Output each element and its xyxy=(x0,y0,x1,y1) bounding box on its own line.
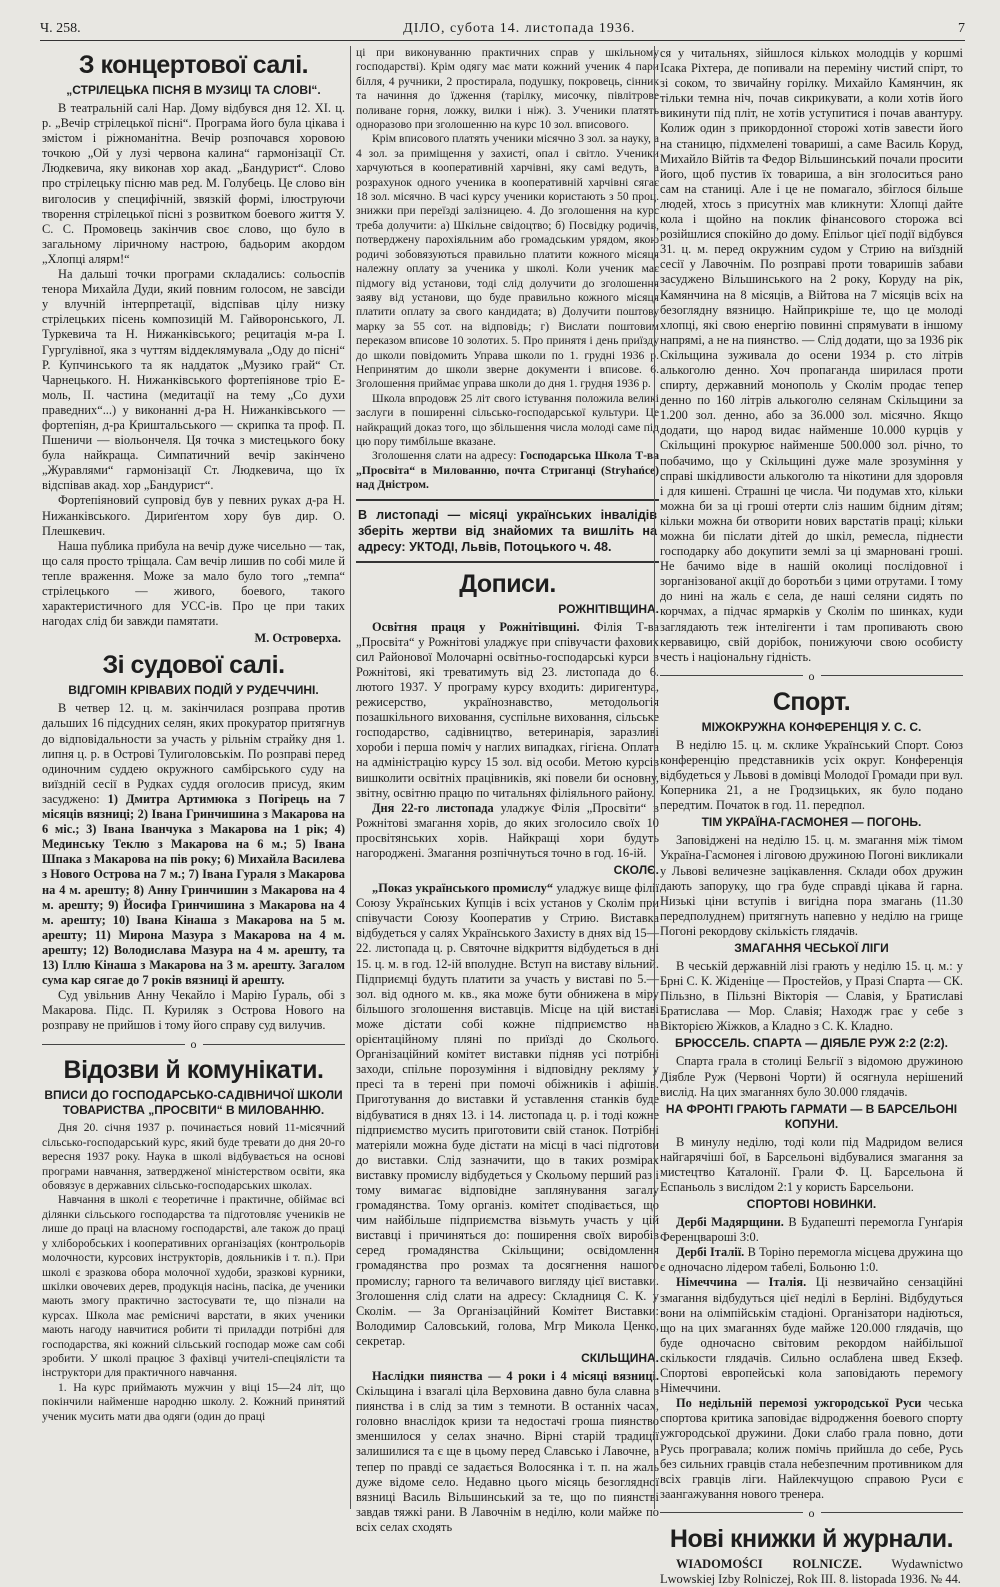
paragraph xyxy=(660,1557,963,1587)
paragraph xyxy=(660,1275,963,1396)
separator-mark: о xyxy=(808,668,815,683)
paragraph-text: Заповіджені на неділю 15. ц. м. змагання між тімом Україна-Гасмонея і ліговою дружиною Погоні викликали у Львові величезне зацікавлення. Склади обох дружин дають запоруку, що гра буде справді цікава й гарна. Низькі ціни вступів і вигідна пора змагань (11.30 передполуднем) притягнуть напевно у неділю на грище Погоні рекордову скількість глядачів. xyxy=(660,833,963,938)
paragraph-bold: Господарська Школа Т-ва „Просвіта“ в Милованню, почта Стриганці (Stryhańce) над Дністром. xyxy=(356,449,659,492)
separator xyxy=(42,1037,345,1051)
section-location: РОЖНІТІВЩИНА. xyxy=(558,601,659,616)
notice-box: В листопаді — місяці українських інвалідів зберіть жертви від знайомих та вишліть на адресу: УКТОДІ, Львів, Потоцького ч. 48. xyxy=(356,499,659,563)
paragraph-bold: 1) Дмитра Артимюка з Погірець на 7 місяців вязниці; 2) Івана Гринчишина з Макарова на 6 міс.; 3) Івана Іванчука з Макарова на 1 рік; 4) Мединську Теклю з Макарова на 6 м.; 5) Івана Шпака з Макарова на пів року; 6) Михайла Василева з Нового Острова на 7 м.; 7) Івана Гураля з Макарова на 4 м. арешту; 8) Анну Гринчишин з Макарова на 4 м. арешту; 9) Йосифа Гринчишина з Макарова на 4 м. арешту; 10) Івана Кінаша з Макарова на 5 м. арешту; 11) Мирона Мазура з Макарова на 4 м. арешту; 12) Володислава Мазура на 4 м. арешту, та 13) Іллю Кінаша з Макарова на 3 м. арешту. Загалом сума кар сягае до 7 років вязниці й арешту. xyxy=(42,791,345,988)
subheadline: „СТРІЛЕЦЬКА ПІСНЯ В МУЗИЦІ ТА СЛОВІ“. xyxy=(66,83,321,97)
paragraph xyxy=(42,101,345,267)
column-3 xyxy=(660,46,963,1586)
column-2 xyxy=(356,46,660,1534)
paragraph-text: Зголошення слати на адресу: xyxy=(372,449,517,463)
paragraph xyxy=(356,132,659,391)
paragraph-text: уладжує вище філії Союзу Українських Купців і всіх установ у Сколім при співучасти Союзу Кооператив у Стрию. Виставка відбудеться у салях Українського Захисту в днях від 15—22. листопада ц. р. Святочне відкриття відбудеться в дні 15. ц. м. в год. 12-ій вполудне. Вступ на виставу вільний. Підприємці будуть платити за участь у виставі по 5.— зол. від одного м. кв., яка може бути обнижена в міру більшого зголошення виставців. Місце на цій виставі може дістати собі кожне підприємство на орієнтаційному пляні по приїзді до Сколього. Організаційний комітет виставки підняв усі потрібні заходи, спільне порозуміння і відповідну рекляму у пресі та в терені при помочі обіжників і афішів. Приготування до виставки й уставлення станків буде відбуватися в днях 13. і 14. листопада ц. р. і тоді кожне підприємство мусить приготовити свій станок. Потрібні матеріяли можна буде дістати на місці в часі підготови до виставки. Слід зазначити, що в таких розмірах виставку промислу відбудеться у Скольому перший раз і тому вимагає відповідне заплянування загалу громадянства. Тому організ. комітет сподівається, що чим найбільше підприємства візьмуть участь у цій виставці і причиняться до: поширення своїх виробів серед громадянства Скільщини; освідомлення громадянства про розмах та досягнення нашого промислу; гарного та величавого вигляду цієї виставки. Зголошення слід слати на адресу: Складниця С. К. у Сколім. — За Організаційний Комітет Виставки: Володимир Саловський, голова, Мгр Микола Ценко, секретар. xyxy=(356,881,660,1348)
paragraph-text: В четвер 12. ц. м. закінчилася розправа против дальших 16 підсудних селян, яких прокуратор притягнув до відповідальности за участь у рільнім страйку дня 1. липня ц. р. в Острові Тулиголовськім. По розправі перед одиночним суддею окружного самбірського суду на виїздній сесії в Рудках суддя оголосив присуд, яким засуджено: xyxy=(42,701,345,806)
paragraph-text: Фортепіяновий супровід був у певних руках д-ра Н. Нижанківського. Дириґентом хору був дир. О. Плешкевич. xyxy=(42,493,345,538)
paragraph-text: Наша публика прибула на вечір дуже чисельно — так, що саля просто тріщала. Сам вечір лишив по собі миле й тепле враження. Може за мало було того „темпа“ стрілецького — живого, боевого, такого характеристичного для УСС-ів. Про це при таких нагодах слід би завжди памятати. xyxy=(42,538,345,629)
paragraph xyxy=(42,1193,345,1380)
issue-number: Ч. 258. xyxy=(40,21,81,36)
paragraph xyxy=(356,1369,659,1535)
paragraph xyxy=(42,1381,345,1424)
paragraph xyxy=(356,449,659,492)
paragraph xyxy=(356,46,659,132)
paragraph-text: В неділю 15. ц. м. склике Український Спорт. Союз конференцію представників усіх округ. Конференція відбудеться у Львові в домівці Молодої Громади при вул. Коперника 21, а не Гродзицьких, як було подано передтим. Початок в год. 11. передпол. xyxy=(660,737,963,813)
separator xyxy=(660,669,963,683)
paragraph-text: Wydawnictwo Lwowskiej Izby Rolniczej, Rok III. 8. listopada 1936. № 44. xyxy=(660,1556,963,1586)
paragraph-lead: WIADOMOŚCI ROLNICZE. xyxy=(676,1556,862,1571)
headline: Зі судової салі. xyxy=(102,651,285,680)
paragraph xyxy=(660,1396,963,1502)
column-1 xyxy=(42,46,345,1509)
paragraph xyxy=(660,1245,963,1275)
headline: Спорт. xyxy=(772,687,851,716)
paragraph-lead: По недільній перемозі ужгородської Руси xyxy=(676,1396,922,1411)
paragraph-text: В театральній салі Нар. Дому відбувся дня 12. XI. ц. р. „Вечір стрілецької пісні“. Програма його була цікава і змістом і ріжноманітна. Вечір розпочався хоровою точкою „Ой у лузі червона калина“ гармонізації Ст. Людкевича, яку виконав хор акад. „Бандурист“. Слово про стрілецьку пісню мав ред. М. Голубець. Це слово він виголосив у специфічній, звязкій формі, ілюструючи творення стрілецької пісні з розвитком боевого життя У. С. С. Промовець закінчив своє слово, що було в загальному ліричному настрою, бадьорим акордом „Хлопці алярм!“ xyxy=(42,101,345,266)
separator-mark: о xyxy=(808,1505,815,1520)
paragraph-text: На дальші точки програми складались: сольоспів тенора Михайла Дуди, який повним голосом, не завсіди у влучній інтерпретації, відспівав цілу низку стрілецьких пісень композицій М. Гайворонського, Л. Туркевича та Н. Нижанківського; рецитація м-ра І. Гургулівної, яка з чуттям віддеклямувала „Оду до пісні“ Р. Купчинського та як наддаток „Музико грай“ Ст. Чарнецького. Н. Нижанківського фортепіянове тріо Е-моль, II. частина (медитації на тему „Со духи праведних“...) у виконанні д-ра Н. Нижанківського — фортепіян, д-ра Криштальського — скрипка та проф. П. Пшеничи — віольончеля. Ця точка з мистецького боку була найкраща. Симпатичний вечір закінчено „Журавлями“ гармонізації Ст. Людкевича, що їх відспівав акад. хор „Бандурист“. xyxy=(42,267,345,493)
paragraph-text: чеська спортова критика заповідає відродження боевого спорту ужгородської дружини. Доки слабо грала повно, доти Русь програвала; колиж помічь прийшла до себе, Русь без сильних гравців стала небезпечним противником для всіх гравців ліги. Найлекчущою справою Руси є заангажування нового тренера. xyxy=(660,1396,963,1501)
paragraph xyxy=(42,539,345,630)
paragraph xyxy=(356,392,659,450)
subheadline: МІЖОКРУЖНА КОНФЕРЕНЦІЯ У. С. С. xyxy=(701,719,922,734)
paragraph xyxy=(42,493,345,538)
column-divider xyxy=(350,46,351,1509)
paragraph-text: Філія Т-ва „Просвіта“ у Рожнітові уладжує при співучасти фахових сил Районової Молочарні освітньо-господарські курси в Рожнітові, які треватимуть від 23. листопада до 6. лютого 1937. У програму курсу входить: диригентура, режисерство, українознавство, методольогія позашкільного виховання, суспільне виховання, сільське господарство, садівництво, ветеринарія, заразливі хороби і перша поміч у наглих випадках, гігієна. Оплата на адміністрацію курсу 15 зол. від особи. Метою курсів вишколити освітніх працівників, які повели би основну, звітну, освітню працю по читальнях філіяльного району. xyxy=(356,619,659,800)
paragraph xyxy=(42,1121,345,1193)
subheadline: ТІМ УКРАЇНА-ГАСМОНЕЯ — ПОГОНЬ. xyxy=(701,815,922,830)
signature: М. Островерха. xyxy=(254,631,341,646)
paragraph-text: В минулу неділю, тоді коли під Мадридом велися найгарячіші бої, в Барсельоні відбувалися змагання за мистецтво Каталонії. Грали Ф. Ц. Барсельона й Еспаньоль з вислідом 2:1 у користь Барсельони. xyxy=(660,1134,963,1194)
paragraph xyxy=(356,881,659,1349)
paragraph-text: Школа впродовж 25 літ свого істування положила великі заслуги в поширенні сільсько-господарської культури. Це найкращий доказ того, що збільшення числа молоді саме під цю пору тимбільше вказане. xyxy=(356,391,659,448)
paragraph-text: Суд увільнив Анну Чекайло і Марію Ґураль, обі з Макарова. Підс. П. Куриляк з Острова Нового на розправу не прийшов і тому його справу суд вилучив. xyxy=(42,988,345,1033)
section-location: СКОЛЄ. xyxy=(613,863,659,878)
paragraph-text: В Торіно перемогла місцева дружина що є одночасно лідером табелі, Больоню 1:0. xyxy=(660,1245,963,1275)
paragraph-text: Навчання в школі є теоретичне і практичне, обіймає всі ділянки сільського господарства та підготовляє учеників не лише до праці на власному господарстві, але також до праці у хліборобських і кооперативних організаціях (контрольорів молочности, курсових інструкторів, дояльників і т. п.). При школі є зразкова обора молочної худоби, зразкові курники, шкілки овочевих дерев, продукція насінь, пасіка, де ученики мають змогу практично застосувати те, що пізнали на курсах. Школа має ремісничі варстати, в яких ученики мають нагоду навчитися робити ті приладди потрібні для господарства, які кожний сільський господар може сам собі зробити. У школі працює 3 фахівці учителі-спеціялісти та інструктори для практичного навчання. xyxy=(42,1193,345,1380)
page-number: 7 xyxy=(957,21,965,36)
paragraph xyxy=(660,1215,963,1245)
paragraph-lead: Наслідки пиянства — 4 роки і 4 місяці вязниці. xyxy=(372,1369,659,1383)
paragraph-text: уладжує Філія „Просвіти“ в Рожнітові змагання хорів, до яких зголосило своїх 10 просвітянських хорів. Найкращі хори будуть нагороджені. Змагання розпічнуться точно в год. 16-ій. xyxy=(356,800,659,860)
paragraph xyxy=(42,701,345,988)
subheadline: ВПИСИ ДО ГОСПОДАРСЬКО-САДІВНИЧОЇ ШКОЛИ ТОВАРИСТВА „ПРОСВІТИ“ В МИЛОВАННЮ. xyxy=(44,1088,343,1118)
masthead: ДІЛО, субота 14. листопада 1936. xyxy=(403,21,636,36)
section-location: СКІЛЬЩИНА. xyxy=(581,1351,659,1365)
paragraph-text: ся у читальнях, зійшлося кількох молодців у коршмі Ісака Ріхтера, де попивали на переміну чистий спірт, то зі соком, то звичайну горілку. Михайло Камянчин, як тільки темна ніч, почав сикрикувати, а коли хотів його викинути під пліт, не хотів уступитися і почав авантуру. Колиж один з прикордонної сторожі хотів завести його на станицю, підхмелені товариші, а саме Василь Коруд, Михайло Війтів та Федор Вільшинський почали просити його, щоб пустив їх товариша, а він зголоситься рано сам на станиці. Але і це не помагало, збіглося більше людей, хтось з присутніх мав кликнути: Хлопці дайте кола і щойно на поклик фінансового сторожа всі розійшлися спокійно до дому. Епільог цієї події відбувся 31. ц. м. перед окружним судом у Стрию на виїздній сесії у Лавочнім. По розправі проти товаришів забави засуджено Вільшинського на 2 року, Коруду на рік, Камянчина на 8 місяців, а Війтова на 7 місяців всіх на безоглядну вязницю. Найприкріше те, що це молоді хлопці, які свою енергію повинні спрямувати в іншому напрямі, а не на пиянство. — Слід додати, що за 1936 рік Скільщина зуживала до осени 1934 р. сто літрів алькоголю денно. Хоч пропаганда ширилася проти спирту, державний монополь у Сколім продає тепер денно по 160 літрів алькоголю селянам Скільщини за 1.200 зол. денно, або за 36.000 зол. місячно. Якщо додати, що народ видає найменше 10.000 курців у Скільщині прокурює найменше 500.000 зол. річно, то побачимо, що у Скільщині дуже мале зрозуміння у справі шкідливости алькоголю та нікотини для здоровля і для кишені. Страшні це числа. Чи подумав хто, кільки можна би за ці гроші отерти сліз нашим бідним дітям; кільки можна би отворити нових варстатів праці; кільки можна би післати дітей до шкіл, ремесла, піднести господарку або докупити землі за ці змарновані гроші. Не бачимо віде в нашій околиці послідовної і зорганізованої акції до боротьби з цими отрутами. І тому до нині на жаль є села, де наші селяни сидять по корчмах, а підчас ярмарків у Сколім по шинках, куди заглядають теж інтелігенти і там пропивають свою кервавицю, свій дорібок, понижуючи свою особисту честь і національну гідність. xyxy=(660,46,963,664)
paragraph-text: Дня 20. січня 1937 р. починається новий 11-місячний сільсько-господарський курс, який буде тревати до дня 20-го вересня 1937 року. Наука в школі відбувається на основі програми навчання, затвердженої міністерством освіти, яка обовязує в державних сільсько-господарських школах. xyxy=(42,1121,345,1193)
paragraph-lead: Дербі Мадярщини. xyxy=(676,1215,784,1230)
separator-mark: о xyxy=(190,1037,197,1052)
page-header xyxy=(40,12,965,41)
paragraph-text: Скільщина і взагалі ціла Верховина давно була славна з пиянства і в слід за тим з темноти. В останніх часах, головно внаслідок кризи та недостачі гроша пиянство зменшилося у селах значно. Вірні старій традиції залишилися та є ще в цьому перед Славсько і Лавочне, а тепер по правді се задається Волосянка і т. п. на жаль дуже відоме село. Недавно цього місяць безоглядної вязниці Василь Вільшинський за те, що по пиянстві завдав тяжкі рани. В Лавочнім в неділю, коли майже по всіх селах сходять xyxy=(356,1384,659,1534)
subheadline: НА ФРОНТІ ГРАЮТЬ ГАРМАТИ — В БАРСЕЛЬОНІ КОПУНИ. xyxy=(665,1101,958,1131)
subheadline: ВІДГОМІН КРІВАВИХ ПОДІЙ У РУДЕЧЧИНІ. xyxy=(68,683,319,698)
paragraph-text: Ці незвичайно сензаційні змагання відбудуться цієї неділі в Берліні. Відбудуться вони на олімпійськім стадіоні. Організатори надіються, що на цих змаганнях буде майже 120.000 глядачів, що буде одночасно світовим рекордом найбільшої скількости глядачів. Сильно ослаблена швед Екзеф. Спортові европейські кола заповідають перемогу Німеччини. xyxy=(660,1275,963,1396)
paragraph xyxy=(660,1135,963,1195)
paragraph-text: ці при виконуванню практичних справ у шкільному господарстві). Крім одягу має мати кожний ученик 4 пари білля, 4 ручники, 2 простирала, подушку, покровець, сінник та начиння до їдження (тарілку, мисочку, півлітрове поливане горня, ложку, вилки і ніж). 3. Ученики платять одноразово при зголошенню на курс 10 зол. вписового. xyxy=(356,46,659,132)
separator xyxy=(660,1506,963,1520)
headline: Відозви й комунікати. xyxy=(63,1056,324,1085)
paragraph xyxy=(660,1054,963,1099)
column-divider xyxy=(654,46,655,1509)
headline: З концертової салі. xyxy=(78,51,309,79)
paragraph-text: В чеській державній лізі грають у неділю 15. ц. м.: у Брні С. К. Жіденіце — Простейов, у Празі Спарта — СК. Пільзно, в Пільзні Вікторія — Славія, у Братиславі Братислава — Мор. Славія; Находж грає у себе з Вікторією Жіжков, а Кладно з С. К. Кладно. xyxy=(660,958,963,1034)
paragraph-lead: Освітня праця у Рожнітівщині. xyxy=(372,619,580,634)
paragraph xyxy=(42,267,345,493)
paragraph xyxy=(660,959,963,1034)
paragraph xyxy=(356,801,659,861)
paragraph-lead: „Показ українського промислу“ xyxy=(372,881,554,896)
paragraph-lead: Німеччина — Італія. xyxy=(676,1275,807,1290)
paragraph-text: Спарта грала в столиці Бельгії з відомою дружиною Діябле Руж (Червоні Чорти) й осягнула нерішений вислід. На цих змаганнях було 30.000 глядачів. xyxy=(660,1054,963,1099)
paragraph-lead: Дербі Італії. xyxy=(676,1245,745,1260)
paragraph-text: Крім вписового платять ученики місячно 3 зол. за науку, а 4 зол. за приміщення у захисті, опал і світло. Ученики харчуються в кооперативній харчівні, яку самі ведуть, а розрахунок одного ученика в кооперативній харчівні сягає 18 зол. місячно. В часі курсу ученики користають з 50 проц. знижки при переїзді залізницею. 4. До зголошення на курс треба долучити: а) Шкільне свідоцтво; б) Посвідку родичів, потверджену парохіяльним або громадським урядом, якою родичі зобовязуються правильно платити кожного місяця належну оплату за ученика у школі. Коли ученик має підмогу від установи, тоді слід долучити до зголошення заяву від установи, що буде правильно кожного місяця платити оплату за свого кандидата; в) Долучити поштову марку за 55 сот. на відповідь; г) Вислати поштовим переказом вписове 10 золотих. 5. Про принятя і день приїзду до школи повідомить Управа школи по 1. грудні 1936 р. Непринятим до школи зверне документи і вписове. 6. Зголошення приймає управа школи до дня 1. грудня 1936 р. xyxy=(356,132,659,391)
paragraph xyxy=(660,738,963,813)
paragraph xyxy=(42,988,345,1033)
headline: Нові книжки й журнали. xyxy=(669,1524,954,1553)
subheadline: СПОРТОВІ НОВИНКИ. xyxy=(746,1197,877,1212)
headline: Дописи. xyxy=(459,569,556,598)
paragraph-text: В Будапешті перемогла Гунґарія Ференцвароші 3:0. xyxy=(660,1215,963,1245)
paragraph-text: 1. На курс приймають мужчин у віці 15—24 літ, що покінчили найменше народню школу. 2. Кожний принятий ученик мусить мати два одяги (один до праці xyxy=(42,1380,345,1423)
paragraph xyxy=(356,620,659,801)
paragraph xyxy=(660,46,963,665)
subheadline: ЗМАГАННЯ ЧЕСЬКОЇ ЛІГИ xyxy=(734,940,889,955)
paragraph xyxy=(660,833,963,939)
paragraph-lead: Дня 22-го листопада xyxy=(372,800,494,815)
subheadline: БРЮССЕЛЬ. СПАРТА — ДІЯБЛЕ РУЖ 2:2 (2:2). xyxy=(674,1036,949,1051)
